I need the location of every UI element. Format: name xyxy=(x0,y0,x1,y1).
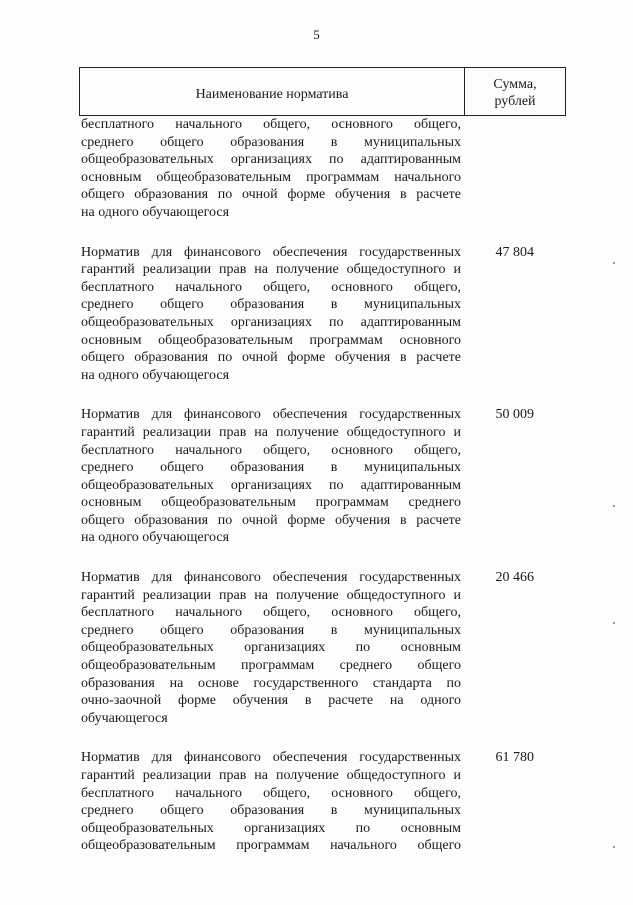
norm-description-line: гарантий реализации прав на получение общедоступного и xyxy=(81,768,461,783)
scan-mark xyxy=(613,505,615,507)
norm-description-line: Норматив для финансового обеспечения государственных xyxy=(81,750,461,766)
norm-description-line: среднего общего образования в муниципальных xyxy=(81,622,461,638)
norm-description-line: общеобразовательных организациях по адаптированным xyxy=(81,152,461,168)
norm-amount xyxy=(461,116,566,222)
norm-description-line: гарантий реализации прав на получение общедоступного и xyxy=(81,424,461,440)
norm-description-line: гарантий реализации прав на получение общедоступного и xyxy=(81,262,461,278)
table-row xyxy=(81,244,566,385)
norm-description-line: бесплатного начального общего, основного общего, xyxy=(81,785,461,801)
norm-description xyxy=(81,244,461,385)
column-header-name: Наименование норматива xyxy=(80,68,465,115)
table-row xyxy=(81,749,566,855)
table-row xyxy=(81,116,566,222)
scan-mark xyxy=(613,622,615,624)
norm-description-line: бесплатного начального общего, основного общего, xyxy=(81,605,461,621)
norm-amount: 50 009 xyxy=(495,407,534,423)
norm-description-line: общеобразовательных организациях по адаптированным xyxy=(81,477,461,493)
norm-description-line: общеобразовательным программам среднего общего xyxy=(81,658,461,674)
norm-description-line: среднего общего образования в муниципальных xyxy=(81,297,461,313)
norm-description-line: Норматив для финансового обеспечения государственных xyxy=(81,570,461,586)
norm-amount: 61 780 xyxy=(495,750,534,766)
scan-mark xyxy=(613,262,615,264)
norm-description-line: очно-заочной форме обучения в расчете на одного xyxy=(81,693,461,709)
column-header-sum xyxy=(465,68,565,115)
scan-mark xyxy=(613,846,615,848)
norm-description-line: среднего общего образования в муниципальных xyxy=(81,460,461,476)
norm-description-line: общеобразовательных организациях по адаптированным xyxy=(81,314,461,330)
norm-description-line: общеобразовательных организациях по основным xyxy=(81,820,461,836)
norm-description-line: основным общеобразовательным программам основного xyxy=(81,332,461,348)
norm-description-line: Норматив для финансового обеспечения государственных xyxy=(81,244,461,260)
norm-description-line: гарантий реализации прав на получение общедоступного и xyxy=(81,587,461,603)
norm-description-line: общеобразовательных организациях по основным xyxy=(81,640,461,656)
norm-description-line: образования на основе государственного стандарта по xyxy=(81,675,461,691)
norm-description-line: на одного обучающегося xyxy=(81,204,230,220)
column-header-sum-line2: рублей xyxy=(494,93,536,109)
column-header-sum-line1: Сумма, xyxy=(493,76,537,92)
norm-description-line: основным общеобразовательным программам среднего xyxy=(81,495,461,511)
norm-description-line: обучающегося xyxy=(81,710,168,726)
table-row xyxy=(81,569,566,727)
norm-description-line: среднего общего образования в муниципальных xyxy=(81,134,461,150)
norm-description-line: Норматив для финансового обеспечения государственных xyxy=(81,407,461,423)
norm-description xyxy=(81,749,461,855)
page-number: 5 xyxy=(313,27,320,42)
norm-description-line: бесплатного начального общего, основного общего, xyxy=(81,117,461,132)
norms-table-body xyxy=(81,116,566,855)
norm-amount: 47 804 xyxy=(495,244,534,260)
norm-description xyxy=(81,569,461,727)
norm-description-line: среднего общего образования в муниципальных xyxy=(81,803,461,819)
norm-description-line: общего образования по очной форме обучения в расчете xyxy=(81,350,461,366)
table-row xyxy=(81,406,566,547)
norm-amount: 20 466 xyxy=(495,570,534,586)
norm-description-line: на одного обучающегося xyxy=(81,367,230,383)
norm-description-line: общего образования по очной форме обучения в расчете xyxy=(81,187,461,203)
table-header xyxy=(79,67,566,116)
norm-description-line: общего образования по очной форме обучения в расчете xyxy=(81,512,461,528)
norm-description xyxy=(81,406,461,547)
norm-description-line: общеобразовательным программам начального общего xyxy=(81,838,461,854)
norm-description xyxy=(81,116,461,222)
norm-description-line: на одного обучающегося xyxy=(81,530,230,546)
norm-description-line: основным общеобразовательным программам начального xyxy=(81,169,461,185)
norm-description-line: бесплатного начального общего, основного общего, xyxy=(81,279,461,295)
norm-description-line: бесплатного начального общего, основного общего, xyxy=(81,442,461,458)
